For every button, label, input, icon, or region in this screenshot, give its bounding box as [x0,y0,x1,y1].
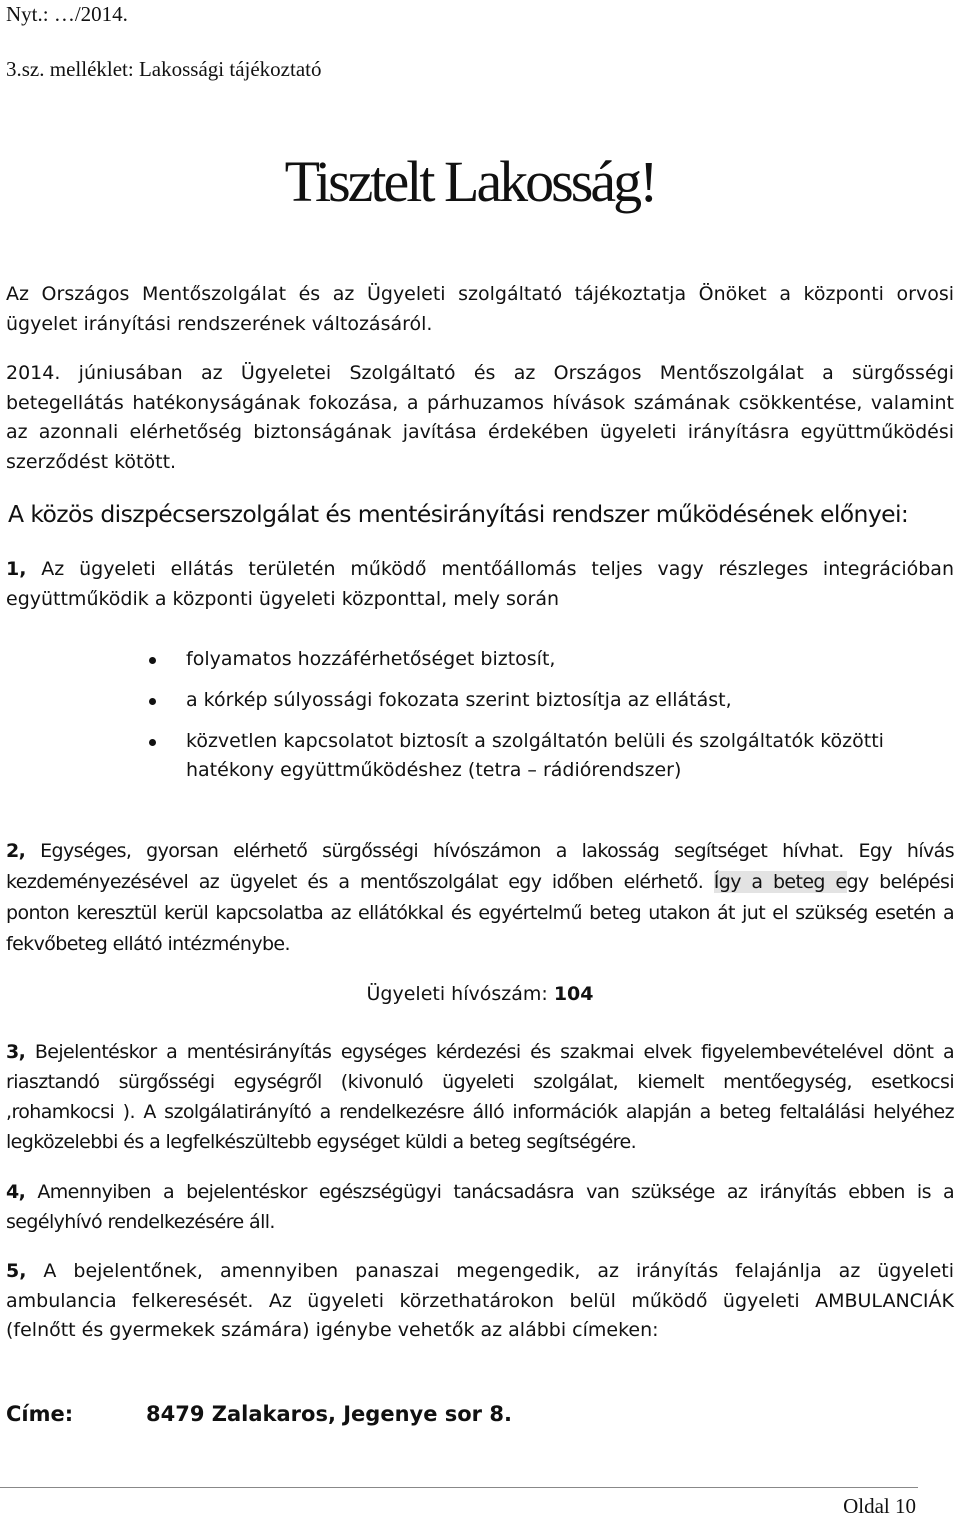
list-item [140,727,900,785]
bullet-icon [149,698,156,705]
bullet-icon [149,657,156,664]
list-item [140,686,900,715]
point-3-number: 3, [6,1041,26,1063]
point-5-text: A bejelentőnek, amennyiben panaszai megengedik, az irányítás felajánlja az ügyeleti ambulancia felkeresését. Az ügyeleti körzethatárokon belül működő ügyeleti AMBULANCIÁK (felnőtt és gyermekek számára) igénybe vehetők az alábbi címeken: [6,1260,954,1341]
point-3-text: Bejelentéskor a mentésirányítás egységes kérdezési és szakmai elvek figyelembevételével dönt a riasztandó sürgősségi egységről (kivonuló ügyeleti szolgálat, kiemelt mentőegység, esetkocsi ,rohamkocsi ). A szolgálatirányító a rendelkezésre álló információk alapján a beteg feltalálási helyéhez legközelebbi és a legfelkészültebb egységet küldi a beteg segítségére. [6,1041,954,1153]
bullet-list [140,645,900,797]
address-line [6,1402,512,1426]
phone-label: Ügyeleti hívószám: [366,983,554,1005]
address-value: 8479 Zalakaros, Jegenye sor 8. [146,1402,512,1426]
list-item-text: a kórkép súlyossági fokozata szerint biztosítja az ellátást, [186,689,732,711]
list-item-text: közvetlen kapcsolatot biztosít a szolgáltatón belüli és szolgáltatók közötti hatékony együttműködéshez (tetra – rádiórendszer) [186,730,884,781]
list-item-text: folyamatos hozzáférhetőséget biztosít, [186,648,556,670]
advantages-heading: A közös diszpécserszolgálat és mentésirányítási rendszer működésének előnyei: [8,500,909,528]
point-3 [6,1037,954,1157]
bullet-icon [149,739,156,746]
point-2-text-after: gy belépési ponton keresztül kerül kapcsolatba az ellátókkal és egyértelmű beteg utakon át jut el szükség esetén a fekvőbeteg ellátó intézménybe. [6,871,954,955]
point-2 [6,836,954,960]
point-5 [6,1257,954,1346]
point-1-text: Az ügyeleti ellátás területén működő mentőállomás teljes vagy részleges integrációban együttműködik a központi ügyeleti központtal, mely során [6,558,954,610]
point-4-number: 4, [6,1181,26,1203]
point-1-number: 1, [6,558,27,580]
intro-paragraph: Az Országos Mentőszolgálat és az Ügyeleti szolgáltató tájékoztatja Önöket a központi orvosi ügyelet irányítási rendszerének változásáról. [6,283,954,335]
point-4-text: Amennyiben a bejelentéskor egészségügyi tanácsadásra van szüksége az irányítás ebben is a segélyhívó rendelkezésére áll. [6,1181,954,1233]
page-number: Oldal 10 [843,1494,916,1518]
point-1 [6,555,954,614]
footer-divider [0,1487,918,1488]
document-reference: Nyt.: …/2014. [6,2,128,26]
phone-line [0,983,960,1005]
paragraph-2014: 2014. júniusában az Ügyeletei Szolgáltató és az Országos Mentőszolgálat a sürgősségi betegellátás hatékonyságának fokozása, a párhuzamos hívások számának csökkentése, valamint az azonnali elérhetőség biztonságának javítása érdekében ügyeleti irányításra együttműködési szerződést kötött. [6,362,954,473]
annex-label: 3.sz. melléklet: Lakossági tájékoztató [6,57,322,81]
page-title: Tisztelt Lakosság! [284,149,656,214]
point-2-highlight: Így a beteg e [713,871,847,893]
address-label: Címe: [6,1402,74,1426]
list-item [140,645,900,674]
point-2-number: 2, [6,840,26,862]
point-2-text: Egységes, gyorsan elérhető sürgősségi hívószámon a lakosság segítséget hívhat. Egy hívás kezdeményezésével az ügyelet és a mentőszolgálat egy időben elérhető. [6,840,954,893]
phone-number: 104 [553,983,594,1005]
point-5-number: 5, [6,1260,27,1282]
point-4 [6,1177,954,1237]
